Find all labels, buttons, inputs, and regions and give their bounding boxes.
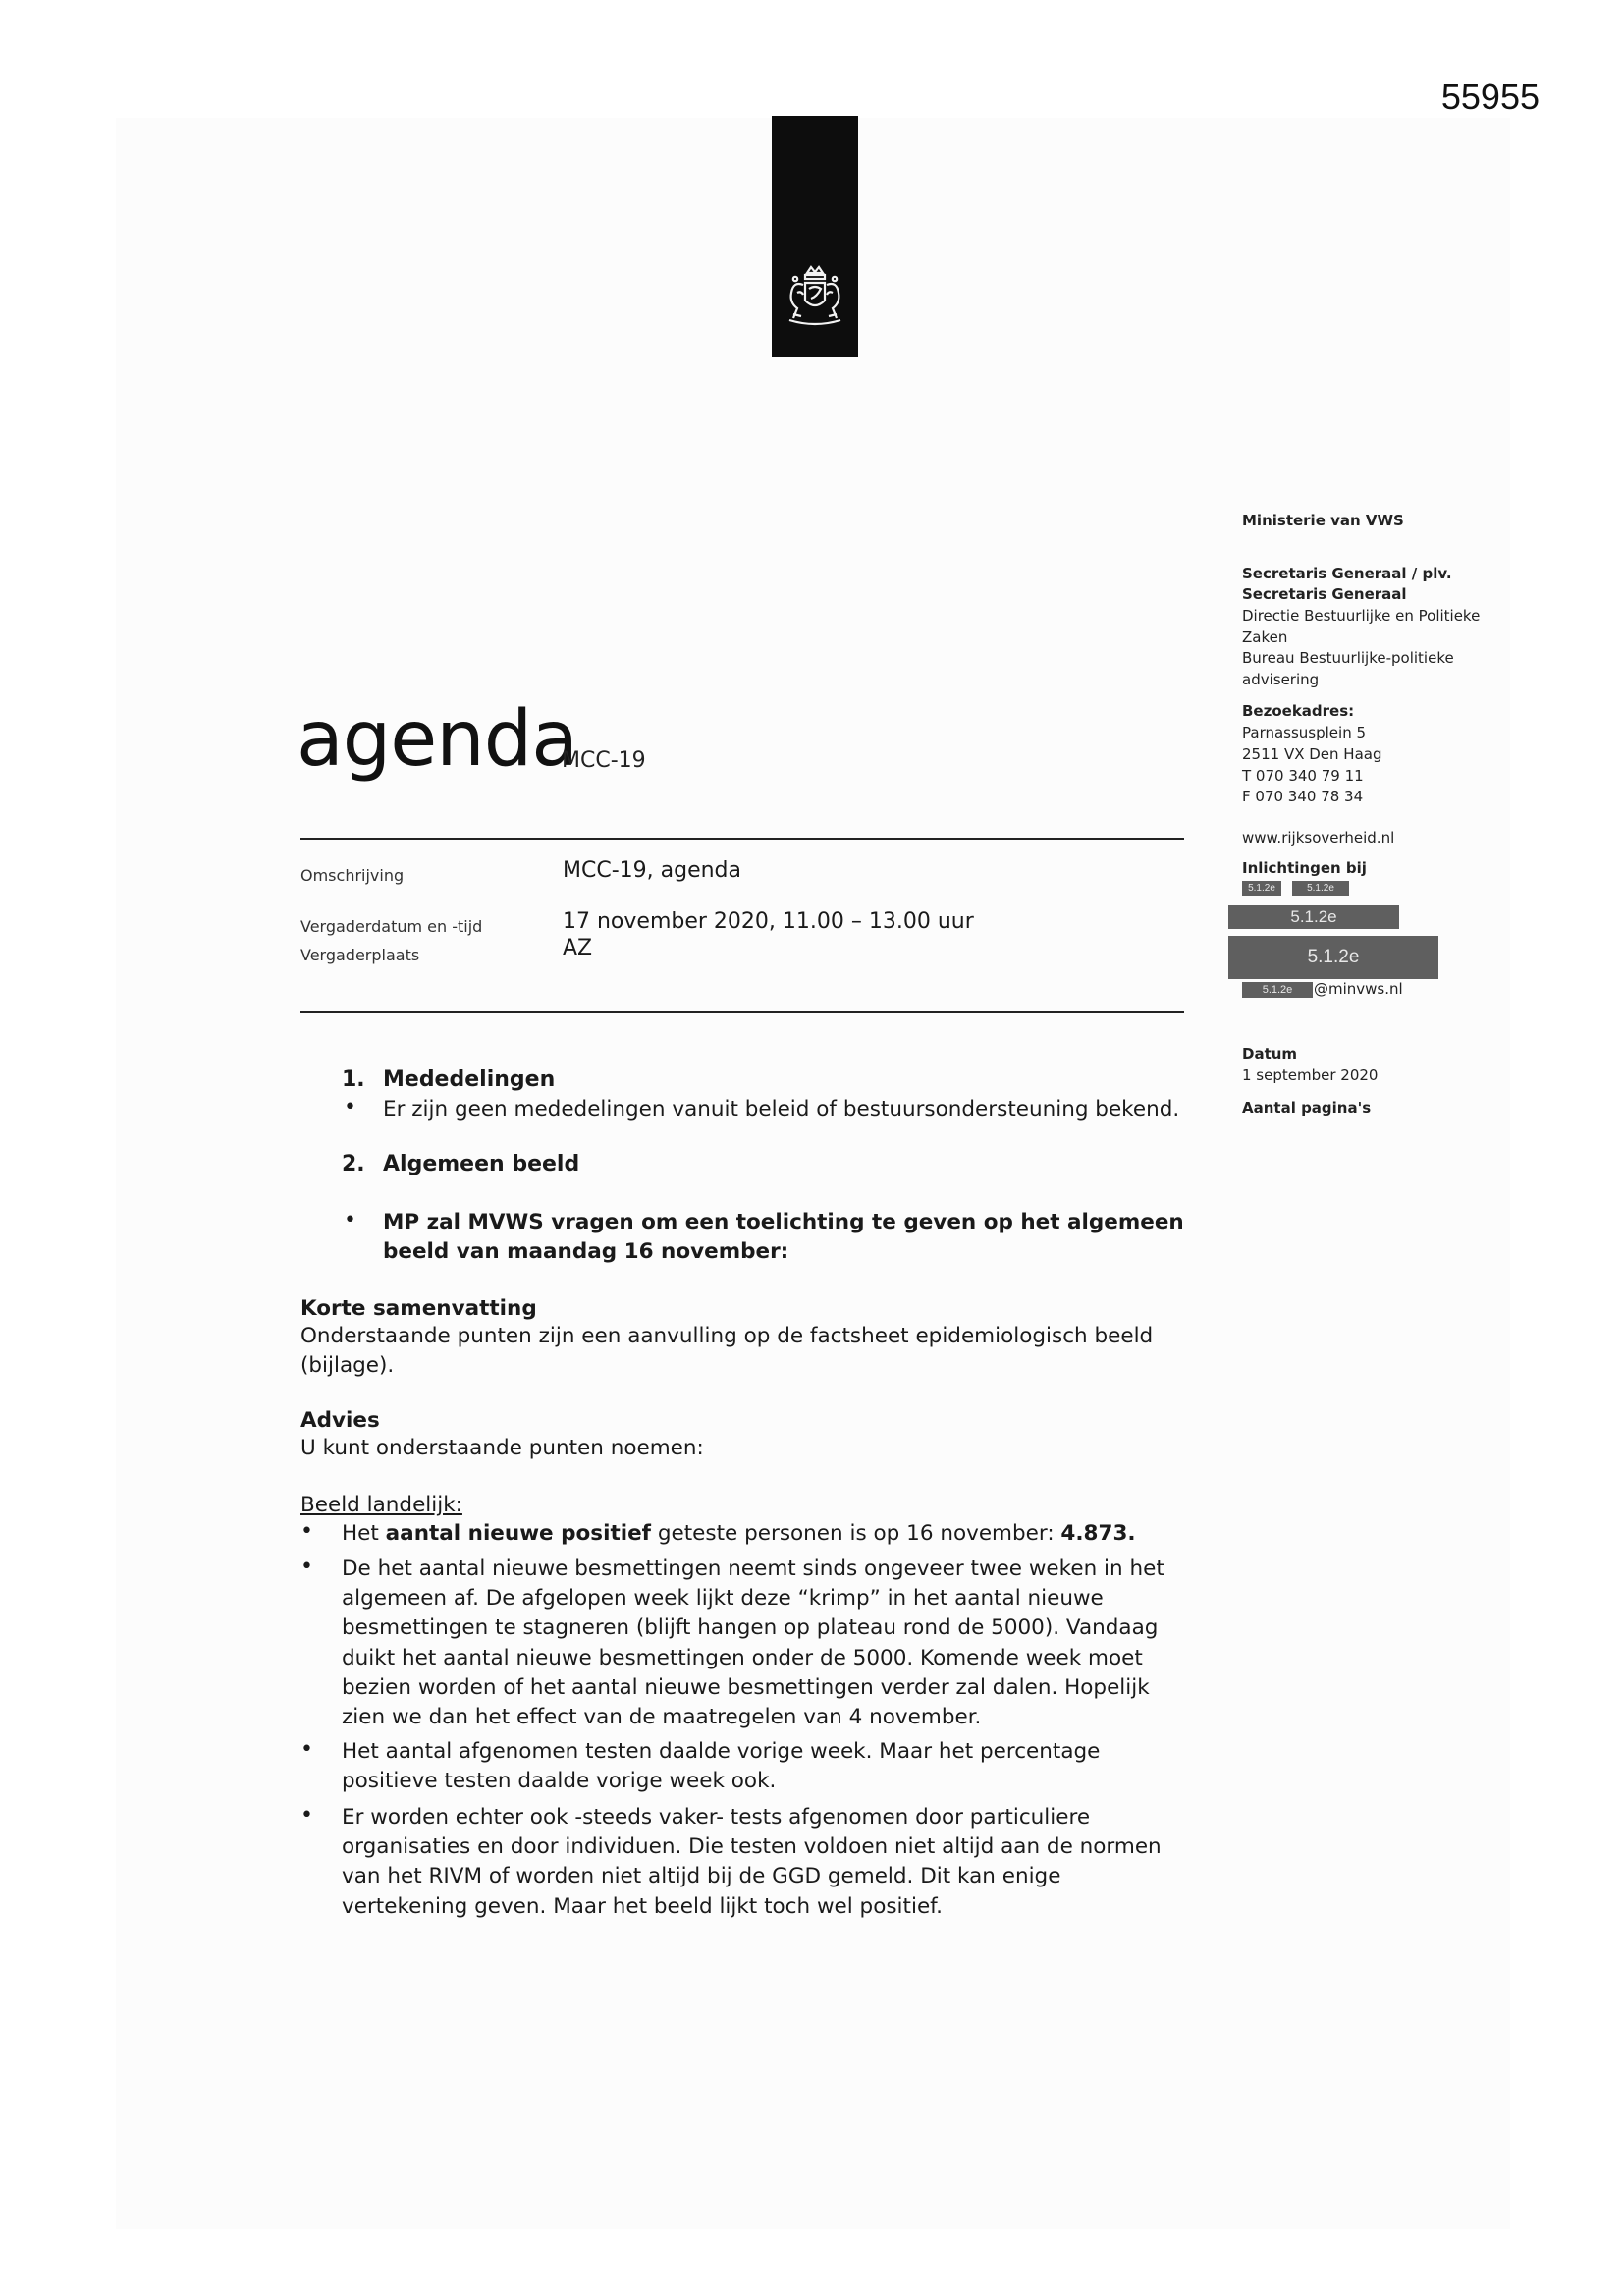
sidebar-date-value: 1 september 2020 bbox=[1242, 1066, 1379, 1084]
line: Er worden echter ook -steeds vaker- tests afgenomen door particuliere bbox=[342, 1805, 1091, 1830]
national-bullet-2 bbox=[342, 1555, 1164, 1732]
text-run: 4.873. bbox=[1060, 1521, 1136, 1546]
bullet-icon: • bbox=[344, 1095, 356, 1120]
line: van het RIVM of worden niet altijd bij de GGD gemeld. Dit kan enige bbox=[342, 1864, 1061, 1889]
bullet-icon: • bbox=[300, 1519, 313, 1544]
agenda-item-title: Algemeen beeld bbox=[383, 1152, 580, 1176]
agenda-item-1 bbox=[342, 1067, 555, 1092]
line: bezien worden of het aantal nieuwe besmettingen verder zal dalen. Hopelijk bbox=[342, 1674, 1150, 1700]
meta-place-value: AZ bbox=[563, 936, 593, 960]
agenda-item-title: Mededelingen bbox=[383, 1067, 556, 1092]
agenda-item-2 bbox=[342, 1152, 579, 1176]
summary-heading: Korte samenvatting bbox=[300, 1296, 537, 1321]
bullet-icon: • bbox=[300, 1555, 313, 1579]
redaction-box: 5.1.2e bbox=[1242, 982, 1313, 998]
agenda-item-bullet: MP zal MVWS vragen om een toelichting te geven op het algemeen bbox=[383, 1210, 1184, 1234]
national-bullet-1 bbox=[342, 1519, 1136, 1549]
sidebar-org-line: advisering bbox=[1242, 671, 1320, 688]
sidebar-pages-label: Aantal pagina's bbox=[1242, 1099, 1372, 1117]
line: duikt het aantal nieuwe besmettingen onder de 5000. Komende week moet bbox=[342, 1645, 1143, 1670]
sidebar-address-line: 2511 VX Den Haag bbox=[1242, 745, 1382, 763]
sidebar-address-line: Parnassusplein 5 bbox=[1242, 724, 1367, 741]
national-heading: Beeld landelijk: bbox=[300, 1493, 462, 1517]
bullet-icon: • bbox=[344, 1208, 356, 1232]
redaction-box: 5.1.2e bbox=[1228, 905, 1399, 929]
summary-line: (bijlage). bbox=[300, 1353, 395, 1378]
text-run: geteste personen is op 16 november: bbox=[651, 1521, 1061, 1546]
divider bbox=[300, 838, 1184, 840]
sidebar-org-line: Secretaris Generaal / plv. bbox=[1242, 565, 1452, 582]
agenda-item-bullet: Er zijn geen mededelingen vanuit beleid of bestuursondersteuning bekend. bbox=[383, 1097, 1180, 1121]
national-bullet-3 bbox=[342, 1737, 1100, 1796]
document-number: 55955 bbox=[1440, 77, 1540, 117]
sidebar-address-label: Bezoekadres: bbox=[1242, 702, 1355, 720]
sidebar-fax: F 070 340 78 34 bbox=[1242, 788, 1364, 805]
coat-of-arms-icon bbox=[784, 263, 846, 332]
advice-heading: Advies bbox=[300, 1408, 380, 1433]
meta-description-label: Omschrijving bbox=[300, 866, 405, 885]
line: De het aantal nieuwe besmettingen neemt sinds ongeveer twee weken in het bbox=[342, 1557, 1164, 1581]
line: organisaties en door individuen. Die testen voldoen niet altijd aan de normen bbox=[342, 1834, 1162, 1860]
sidebar-info-label: Inlichtingen bij bbox=[1242, 859, 1367, 877]
agenda-item-bullet: beeld van maandag 16 november: bbox=[383, 1239, 789, 1264]
redaction-box: 5.1.2e bbox=[1292, 881, 1349, 896]
sidebar-org-line: Secretaris Generaal bbox=[1242, 585, 1407, 603]
meta-datetime-label: Vergaderdatum en -tijd bbox=[300, 917, 483, 936]
line: positieve testen daalde vorige week ook. bbox=[342, 1769, 777, 1794]
meta-place-label: Vergaderplaats bbox=[300, 946, 420, 964]
agenda-item-number: 1. bbox=[342, 1067, 365, 1092]
line: Het aantal afgenomen testen daalde vorige week. Maar het percentage bbox=[342, 1739, 1101, 1764]
sidebar-website[interactable]: www.rijksoverheid.nl bbox=[1242, 829, 1395, 847]
sidebar-org-line: Bureau Bestuurlijke-politieke bbox=[1242, 649, 1454, 667]
sidebar-date-label: Datum bbox=[1242, 1045, 1298, 1063]
redaction-box: 5.1.2e bbox=[1228, 936, 1438, 979]
advice-line: U kunt onderstaande punten noemen: bbox=[300, 1436, 704, 1460]
sidebar-org-line: Zaken bbox=[1242, 629, 1288, 646]
sidebar-ministry: Ministerie van VWS bbox=[1242, 512, 1404, 529]
summary-line: Onderstaande punten zijn een aanvulling op de factsheet epidemiologisch beeld bbox=[300, 1324, 1154, 1348]
national-bullet-4 bbox=[342, 1803, 1162, 1922]
text-run: Het bbox=[342, 1521, 386, 1546]
meta-datetime-value: 17 november 2020, 11.00 – 13.00 uur bbox=[563, 909, 974, 934]
sidebar-org-line: Directie Bestuurlijke en Politieke bbox=[1242, 607, 1481, 625]
text-run: aantal nieuwe positief bbox=[385, 1521, 652, 1546]
page-title: agenda bbox=[297, 695, 578, 784]
rijksoverheid-logo bbox=[772, 116, 858, 357]
line: zien we dan het effect van de maatregelen van 4 november. bbox=[342, 1705, 982, 1730]
bullet-icon: • bbox=[300, 1803, 313, 1828]
sidebar-phone: T 070 340 79 11 bbox=[1242, 767, 1364, 785]
page-subtitle: MCC-19 bbox=[562, 748, 646, 773]
line: vertekening geven. Maar het beeld lijkt toch wel positief. bbox=[342, 1893, 944, 1919]
sidebar-email-suffix: @minvws.nl bbox=[1314, 980, 1403, 998]
line: besmettingen te stagneren (blijft hangen op plateau rond de 5000). Vandaag bbox=[342, 1615, 1159, 1641]
redaction-box: 5.1.2e bbox=[1242, 881, 1281, 896]
divider bbox=[300, 1011, 1184, 1013]
meta-description-value: MCC-19, agenda bbox=[563, 858, 741, 883]
agenda-item-number: 2. bbox=[342, 1152, 365, 1176]
line: algemeen af. De afgelopen week lijkt deze “krimp” in het aantal nieuwe bbox=[342, 1586, 1104, 1612]
bullet-icon: • bbox=[300, 1737, 313, 1762]
